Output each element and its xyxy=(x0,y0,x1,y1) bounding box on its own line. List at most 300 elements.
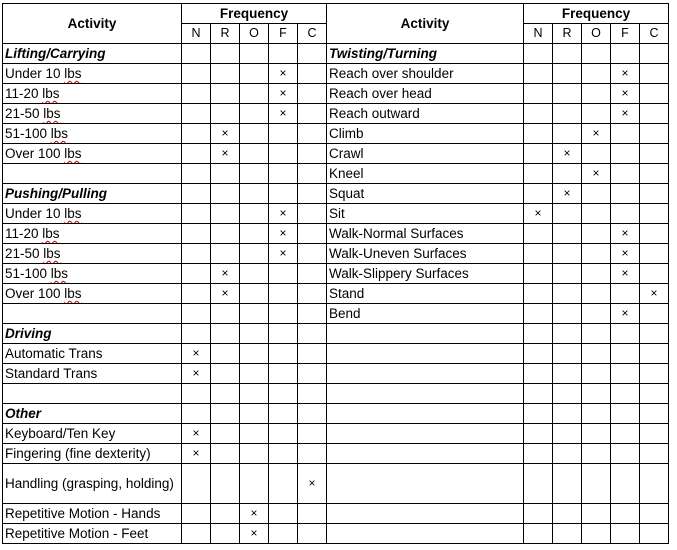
code-r-right: R xyxy=(553,24,582,44)
right-activity-label: Reach over shoulder xyxy=(329,66,454,81)
code-c-right: C xyxy=(640,24,669,44)
left-activity-cell xyxy=(3,364,182,384)
table-row xyxy=(3,44,669,64)
right-freq-o-cell xyxy=(582,244,611,264)
left-freq-c-cell xyxy=(298,464,327,504)
left-freq-r-cell xyxy=(211,264,240,284)
right-activity-cell xyxy=(327,304,524,324)
right-freq-c-cell xyxy=(640,64,669,84)
left-freq-o-cell xyxy=(240,124,269,144)
left-freq-f-cell xyxy=(269,64,298,84)
left-freq-o-cell xyxy=(240,44,269,64)
right-freq-c-cell xyxy=(640,124,669,144)
left-freq-c-cell xyxy=(298,504,327,524)
right-freq-o-cell xyxy=(582,104,611,124)
right-freq-r-cell xyxy=(553,84,582,104)
table-row xyxy=(3,364,669,384)
left-freq-c-cell xyxy=(298,284,327,304)
right-activity-label: Twisting/Turning xyxy=(329,46,437,61)
left-activity-label: Under 10 lbs xyxy=(5,206,82,221)
right-freq-n-cell xyxy=(524,304,553,324)
right-activity-cell xyxy=(327,464,524,504)
left-freq-c-cell xyxy=(298,304,327,324)
left-freq-c-cell xyxy=(298,224,327,244)
right-freq-c-cell xyxy=(640,404,669,424)
frequency-mark: × xyxy=(192,426,200,440)
right-activity-cell xyxy=(327,124,524,144)
right-freq-n-cell xyxy=(524,344,553,364)
left-freq-f-cell xyxy=(269,344,298,364)
right-activity-label: Bend xyxy=(329,306,361,321)
left-freq-n-cell xyxy=(182,144,211,164)
table-row xyxy=(3,164,669,184)
left-freq-f-cell xyxy=(269,144,298,164)
right-freq-o-cell xyxy=(582,424,611,444)
left-activity-cell xyxy=(3,504,182,524)
right-freq-o-cell xyxy=(582,524,611,544)
right-freq-f-cell xyxy=(611,104,640,124)
frequency-mark: × xyxy=(621,226,629,240)
left-activity-cell xyxy=(3,124,182,144)
left-activity-label: Over 100 lbs xyxy=(5,286,82,301)
frequency-mark: × xyxy=(221,126,229,140)
left-freq-r-cell xyxy=(211,384,240,404)
code-o-left: O xyxy=(240,24,269,44)
left-freq-r-cell xyxy=(211,464,240,504)
right-freq-o-cell xyxy=(582,64,611,84)
left-freq-o-cell xyxy=(240,524,269,544)
right-freq-f-cell xyxy=(611,524,640,544)
left-freq-c-cell xyxy=(298,384,327,404)
right-freq-n-cell xyxy=(524,144,553,164)
right-activity-label: Walk-Uneven Surfaces xyxy=(329,246,467,261)
code-o-right: O xyxy=(582,24,611,44)
left-activity-cell xyxy=(3,84,182,104)
left-freq-o-cell xyxy=(240,224,269,244)
table-row xyxy=(3,324,669,344)
right-freq-o-cell xyxy=(582,344,611,364)
right-activity-cell xyxy=(327,204,524,224)
left-activity-cell xyxy=(3,264,182,284)
right-activity-label: Reach over head xyxy=(329,86,432,101)
right-freq-r-cell xyxy=(553,504,582,524)
left-freq-f-cell xyxy=(269,504,298,524)
right-freq-c-cell xyxy=(640,144,669,164)
right-freq-r-cell xyxy=(553,144,582,164)
right-freq-f-cell xyxy=(611,64,640,84)
right-freq-f-cell xyxy=(611,204,640,224)
left-activity-label: 51-100 lbs xyxy=(5,126,69,141)
left-freq-f-cell xyxy=(269,204,298,224)
right-freq-o-cell xyxy=(582,504,611,524)
right-freq-f-cell xyxy=(611,84,640,104)
left-freq-c-cell xyxy=(298,164,327,184)
left-freq-r-cell xyxy=(211,364,240,384)
frequency-mark: × xyxy=(621,86,629,100)
right-freq-c-cell xyxy=(640,384,669,404)
right-freq-f-cell xyxy=(611,284,640,304)
code-n-left: N xyxy=(182,24,211,44)
left-freq-r-cell xyxy=(211,424,240,444)
left-freq-c-cell xyxy=(298,64,327,84)
left-freq-n-cell xyxy=(182,464,211,504)
table-row xyxy=(3,84,669,104)
right-activity-cell xyxy=(327,324,524,344)
right-activity-label: Walk-Slippery Surfaces xyxy=(329,266,469,281)
table-row xyxy=(3,304,669,324)
left-freq-r-cell xyxy=(211,344,240,364)
left-activity-label: 11-20 lbs xyxy=(5,86,60,101)
left-freq-n-cell xyxy=(182,244,211,264)
left-freq-c-cell xyxy=(298,324,327,344)
right-freq-n-cell xyxy=(524,404,553,424)
left-activity-label: Automatic Trans xyxy=(5,346,103,361)
right-activity-cell xyxy=(327,284,524,304)
right-freq-f-cell xyxy=(611,424,640,444)
left-freq-r-cell xyxy=(211,504,240,524)
left-activity-label: Other xyxy=(5,406,42,421)
frequency-mark: × xyxy=(650,286,658,300)
left-freq-o-cell xyxy=(240,344,269,364)
left-freq-r-cell xyxy=(211,304,240,324)
right-freq-c-cell xyxy=(640,184,669,204)
right-freq-o-cell xyxy=(582,204,611,224)
right-freq-n-cell xyxy=(524,244,553,264)
left-freq-f-cell xyxy=(269,244,298,264)
right-freq-c-cell xyxy=(640,524,669,544)
table-row xyxy=(3,444,669,464)
left-freq-n-cell xyxy=(182,504,211,524)
right-freq-r-cell xyxy=(553,44,582,64)
right-freq-c-cell xyxy=(640,424,669,444)
left-activity-label: Keyboard/Ten Key xyxy=(5,426,116,441)
left-freq-n-cell xyxy=(182,44,211,64)
right-freq-r-cell xyxy=(553,464,582,504)
right-freq-f-cell xyxy=(611,464,640,504)
right-freq-c-cell xyxy=(640,104,669,124)
right-freq-c-cell xyxy=(640,464,669,504)
right-activity-cell xyxy=(327,84,524,104)
right-freq-n-cell xyxy=(524,164,553,184)
left-freq-c-cell xyxy=(298,344,327,364)
left-freq-f-cell xyxy=(269,84,298,104)
right-freq-r-cell xyxy=(553,384,582,404)
frequency-mark: × xyxy=(592,126,600,140)
left-freq-n-cell xyxy=(182,64,211,84)
right-freq-r-cell xyxy=(553,64,582,84)
frequency-mark: × xyxy=(192,446,200,460)
code-r-left: R xyxy=(211,24,240,44)
right-freq-r-cell xyxy=(553,364,582,384)
right-freq-f-cell xyxy=(611,264,640,284)
left-activity-cell xyxy=(3,524,182,544)
right-activity-cell xyxy=(327,424,524,444)
left-activity-cell xyxy=(3,204,182,224)
left-section-heading xyxy=(3,324,182,344)
right-freq-f-cell xyxy=(611,324,640,344)
activity-header-left: Activity xyxy=(3,4,182,44)
left-freq-n-cell xyxy=(182,524,211,544)
right-freq-f-cell xyxy=(611,364,640,384)
right-freq-c-cell xyxy=(640,244,669,264)
right-freq-o-cell xyxy=(582,444,611,464)
right-freq-r-cell xyxy=(553,324,582,344)
left-activity-cell xyxy=(3,144,182,164)
right-freq-c-cell xyxy=(640,84,669,104)
right-freq-n-cell xyxy=(524,464,553,504)
right-freq-o-cell xyxy=(582,364,611,384)
code-f-left: F xyxy=(269,24,298,44)
right-activity-label: Squat xyxy=(329,186,365,201)
right-freq-f-cell xyxy=(611,504,640,524)
left-freq-o-cell xyxy=(240,404,269,424)
right-freq-c-cell xyxy=(640,204,669,224)
right-freq-f-cell xyxy=(611,304,640,324)
code-n-right: N xyxy=(524,24,553,44)
left-freq-o-cell xyxy=(240,64,269,84)
left-activity-label: Repetitive Motion - Hands xyxy=(5,506,161,521)
right-freq-r-cell xyxy=(553,344,582,364)
frequency-mark: × xyxy=(563,146,571,160)
frequency-mark: × xyxy=(250,506,258,520)
right-freq-r-cell xyxy=(553,284,582,304)
left-freq-c-cell xyxy=(298,104,327,124)
table-row xyxy=(3,424,669,444)
right-freq-f-cell xyxy=(611,404,640,424)
frequency-mark: × xyxy=(279,86,287,100)
table-row xyxy=(3,184,669,204)
right-freq-o-cell xyxy=(582,464,611,504)
left-freq-r-cell xyxy=(211,84,240,104)
left-activity-label: 21-50 lbs xyxy=(5,246,61,261)
right-activity-cell xyxy=(327,144,524,164)
right-activity-label: Kneel xyxy=(329,166,364,181)
left-section-heading xyxy=(3,44,182,64)
left-freq-n-cell xyxy=(182,444,211,464)
table-row xyxy=(3,404,669,424)
left-freq-f-cell xyxy=(269,164,298,184)
right-freq-n-cell xyxy=(524,364,553,384)
right-activity-cell xyxy=(327,444,524,464)
right-freq-r-cell xyxy=(553,224,582,244)
right-freq-c-cell xyxy=(640,504,669,524)
left-freq-n-cell xyxy=(182,204,211,224)
right-freq-r-cell xyxy=(553,204,582,224)
right-freq-f-cell xyxy=(611,244,640,264)
physical-demands-document xyxy=(2,3,669,544)
left-freq-c-cell xyxy=(298,264,327,284)
right-activity-cell xyxy=(327,244,524,264)
left-activity-cell xyxy=(3,444,182,464)
left-freq-n-cell xyxy=(182,404,211,424)
left-freq-r-cell xyxy=(211,444,240,464)
right-activity-cell xyxy=(327,384,524,404)
right-freq-n-cell xyxy=(524,284,553,304)
left-freq-o-cell xyxy=(240,424,269,444)
frequency-mark: × xyxy=(221,146,229,160)
left-activity-cell xyxy=(3,304,182,324)
right-freq-c-cell xyxy=(640,224,669,244)
left-activity-label: Standard Trans xyxy=(5,366,98,381)
table-row xyxy=(3,504,669,524)
left-activity-cell xyxy=(3,164,182,184)
frequency-mark: × xyxy=(192,366,200,380)
right-freq-r-cell xyxy=(553,524,582,544)
right-freq-o-cell xyxy=(582,304,611,324)
frequency-mark: × xyxy=(221,286,229,300)
right-freq-f-cell xyxy=(611,384,640,404)
left-freq-r-cell xyxy=(211,144,240,164)
left-freq-c-cell xyxy=(298,84,327,104)
right-freq-f-cell xyxy=(611,444,640,464)
frequency-mark: × xyxy=(279,226,287,240)
left-freq-r-cell xyxy=(211,284,240,304)
left-freq-o-cell xyxy=(240,464,269,504)
right-freq-n-cell xyxy=(524,204,553,224)
right-activity-cell xyxy=(327,184,524,204)
left-freq-f-cell xyxy=(269,424,298,444)
right-freq-r-cell xyxy=(553,164,582,184)
table-row xyxy=(3,284,669,304)
right-freq-n-cell xyxy=(524,124,553,144)
activity-header-right: Activity xyxy=(327,4,524,44)
left-freq-f-cell xyxy=(269,464,298,504)
right-freq-o-cell xyxy=(582,44,611,64)
left-freq-o-cell xyxy=(240,244,269,264)
left-freq-c-cell xyxy=(298,404,327,424)
code-f-right: F xyxy=(611,24,640,44)
left-freq-n-cell xyxy=(182,344,211,364)
frequency-mark: × xyxy=(192,346,200,360)
frequency-mark: × xyxy=(621,246,629,260)
left-freq-f-cell xyxy=(269,304,298,324)
left-freq-f-cell xyxy=(269,324,298,344)
left-freq-r-cell xyxy=(211,404,240,424)
left-activity-label: Driving xyxy=(5,326,52,341)
right-freq-o-cell xyxy=(582,324,611,344)
right-freq-o-cell xyxy=(582,404,611,424)
right-section-heading xyxy=(327,44,524,64)
left-activity-label: Handling (grasping, holding) xyxy=(5,476,174,491)
left-freq-c-cell xyxy=(298,444,327,464)
left-freq-n-cell xyxy=(182,124,211,144)
left-freq-c-cell xyxy=(298,184,327,204)
left-freq-o-cell xyxy=(240,104,269,124)
right-freq-c-cell xyxy=(640,364,669,384)
right-freq-n-cell xyxy=(524,264,553,284)
left-freq-c-cell xyxy=(298,524,327,544)
right-freq-o-cell xyxy=(582,384,611,404)
left-activity-cell xyxy=(3,104,182,124)
right-freq-c-cell xyxy=(640,164,669,184)
left-freq-r-cell xyxy=(211,204,240,224)
right-activity-cell xyxy=(327,64,524,84)
left-freq-o-cell xyxy=(240,144,269,164)
right-activity-cell xyxy=(327,364,524,384)
left-activity-label: 21-50 lbs xyxy=(5,106,61,121)
left-freq-f-cell xyxy=(269,404,298,424)
left-freq-n-cell xyxy=(182,164,211,184)
left-freq-n-cell xyxy=(182,104,211,124)
left-freq-f-cell xyxy=(269,524,298,544)
left-freq-n-cell xyxy=(182,364,211,384)
right-freq-r-cell xyxy=(553,124,582,144)
right-activity-label: Crawl xyxy=(329,146,364,161)
right-activity-label: Stand xyxy=(329,286,365,301)
left-activity-cell xyxy=(3,384,182,404)
frequency-mark: × xyxy=(279,206,287,220)
right-freq-n-cell xyxy=(524,444,553,464)
right-activity-label: Walk-Normal Surfaces xyxy=(329,226,464,241)
right-freq-o-cell xyxy=(582,164,611,184)
left-freq-f-cell xyxy=(269,124,298,144)
left-freq-c-cell xyxy=(298,44,327,64)
left-freq-o-cell xyxy=(240,204,269,224)
right-activity-label: Reach outward xyxy=(329,106,420,121)
frequency-mark: × xyxy=(563,186,571,200)
left-freq-o-cell xyxy=(240,84,269,104)
right-freq-c-cell xyxy=(640,344,669,364)
right-freq-n-cell xyxy=(524,84,553,104)
right-freq-o-cell xyxy=(582,144,611,164)
left-freq-n-cell xyxy=(182,424,211,444)
left-freq-n-cell xyxy=(182,324,211,344)
table-row xyxy=(3,464,669,504)
left-section-heading xyxy=(3,404,182,424)
right-freq-f-cell xyxy=(611,344,640,364)
right-freq-r-cell xyxy=(553,264,582,284)
left-freq-n-cell xyxy=(182,284,211,304)
table-row xyxy=(3,204,669,224)
right-freq-o-cell xyxy=(582,184,611,204)
left-freq-r-cell xyxy=(211,44,240,64)
frequency-mark: × xyxy=(221,266,229,280)
left-activity-cell xyxy=(3,344,182,364)
table-row xyxy=(3,224,669,244)
frequency-mark: × xyxy=(279,66,287,80)
frequency-mark: × xyxy=(534,206,542,220)
right-freq-o-cell xyxy=(582,124,611,144)
right-activity-cell xyxy=(327,164,524,184)
right-freq-n-cell xyxy=(524,44,553,64)
left-freq-n-cell xyxy=(182,224,211,244)
left-freq-o-cell xyxy=(240,304,269,324)
left-freq-c-cell xyxy=(298,144,327,164)
left-activity-label: 11-20 lbs xyxy=(5,226,60,241)
right-freq-r-cell xyxy=(553,244,582,264)
left-freq-f-cell xyxy=(269,224,298,244)
right-freq-r-cell xyxy=(553,104,582,124)
right-freq-f-cell xyxy=(611,44,640,64)
right-freq-f-cell xyxy=(611,164,640,184)
left-activity-label: Lifting/Carrying xyxy=(5,46,106,61)
table-row xyxy=(3,64,669,84)
left-freq-c-cell xyxy=(298,244,327,264)
right-freq-n-cell xyxy=(524,324,553,344)
left-activity-cell xyxy=(3,284,182,304)
left-freq-r-cell xyxy=(211,124,240,144)
table-row xyxy=(3,104,669,124)
left-activity-cell xyxy=(3,424,182,444)
right-freq-n-cell xyxy=(524,184,553,204)
right-activity-cell xyxy=(327,404,524,424)
left-freq-o-cell xyxy=(240,264,269,284)
right-freq-f-cell xyxy=(611,184,640,204)
right-freq-c-cell xyxy=(640,284,669,304)
frequency-mark: × xyxy=(621,266,629,280)
left-activity-label: 51-100 lbs xyxy=(5,266,69,281)
table-row xyxy=(3,384,669,404)
